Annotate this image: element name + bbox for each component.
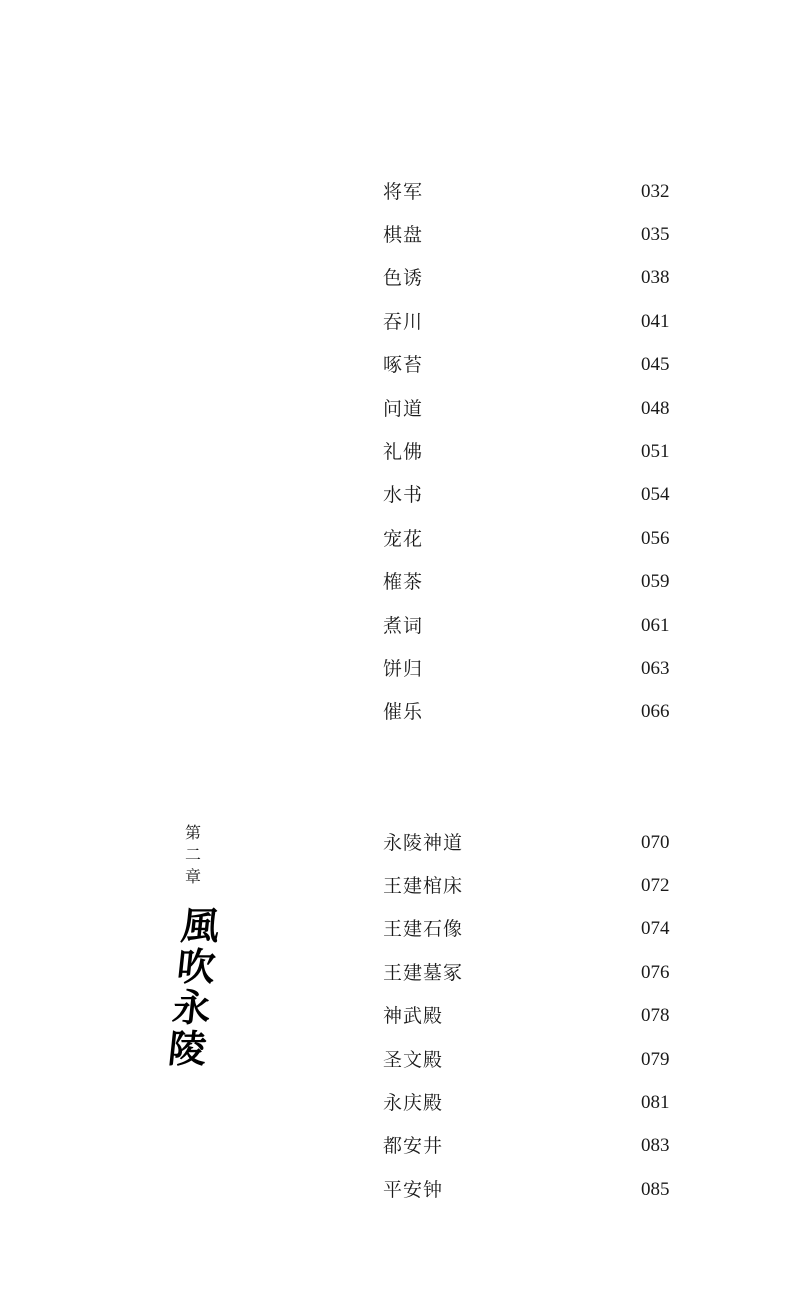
toc-entry-page-number: 051 xyxy=(641,441,670,463)
toc-entry-page-number: 085 xyxy=(641,1178,670,1200)
toc-entry-title: 都安井 xyxy=(383,1135,444,1158)
toc-entry-page-number: 070 xyxy=(641,831,670,853)
toc-entry-page-number: 076 xyxy=(641,961,670,983)
toc-entry-title: 礼佛 xyxy=(383,441,424,464)
chapter-title-char: 吹 xyxy=(174,944,218,989)
toc-entry[interactable] xyxy=(383,1081,673,1124)
toc-entry-title: 色诱 xyxy=(383,267,424,290)
toc-entry-title: 催乐 xyxy=(383,701,424,724)
toc-entry[interactable] xyxy=(383,387,673,430)
toc-entry-title: 永庆殿 xyxy=(383,1092,444,1115)
toc-entry-title: 榷茶 xyxy=(383,571,424,594)
toc-entry[interactable] xyxy=(383,517,673,560)
chapter-label-char: 二 xyxy=(184,845,201,864)
toc-entry-page-number: 063 xyxy=(641,657,670,679)
toc-entry-page-number: 079 xyxy=(641,1048,670,1070)
toc-entry-page-number: 056 xyxy=(641,527,670,549)
chapter-title-char: 陵 xyxy=(166,1026,209,1071)
toc-entry[interactable] xyxy=(383,1168,673,1211)
toc-entry[interactable] xyxy=(383,691,673,734)
toc-entry-title: 王建石像 xyxy=(383,918,464,941)
chapter-label-char: 章 xyxy=(184,867,201,886)
toc-entry[interactable] xyxy=(383,995,673,1038)
toc-entry-title: 棋盘 xyxy=(383,224,424,247)
toc-entry[interactable] xyxy=(383,300,673,343)
toc-entry-title: 神武殿 xyxy=(383,1005,444,1028)
toc-entry-page-number: 032 xyxy=(641,180,670,202)
toc-entry-page-number: 041 xyxy=(641,310,670,332)
toc-entry[interactable] xyxy=(383,647,673,690)
toc-entry[interactable] xyxy=(383,908,673,951)
toc-entry-page-number: 074 xyxy=(641,918,670,940)
toc-entry-page-number: 035 xyxy=(641,224,670,246)
toc-entry-page-number: 078 xyxy=(641,1005,670,1027)
toc-entry-page-number: 059 xyxy=(641,571,670,593)
toc-entry-page-number: 061 xyxy=(641,614,670,636)
toc-entry[interactable] xyxy=(383,1125,673,1168)
toc-entry-title: 煮词 xyxy=(383,614,424,637)
toc-entry-page-number: 054 xyxy=(641,484,670,506)
toc-entry[interactable] xyxy=(383,604,673,647)
toc-entry-page-number: 066 xyxy=(641,701,670,723)
toc-entry-title: 啄苔 xyxy=(383,354,424,377)
chapter-number-label xyxy=(181,822,205,888)
chapter-title-char: 永 xyxy=(170,985,214,1030)
toc-list-first xyxy=(383,170,673,734)
toc-entry-page-number: 083 xyxy=(641,1135,670,1157)
toc-entry-title: 问道 xyxy=(383,397,424,420)
toc-entry[interactable] xyxy=(383,821,673,864)
toc-entry-title: 王建棺床 xyxy=(383,875,464,898)
chapter-title-calligraphy xyxy=(159,905,228,1069)
toc-entry[interactable] xyxy=(383,561,673,604)
toc-entry-page-number: 045 xyxy=(641,354,670,376)
toc-entry[interactable] xyxy=(383,474,673,517)
toc-entry[interactable] xyxy=(383,951,673,994)
toc-entry[interactable] xyxy=(383,864,673,907)
toc-entry-page-number: 048 xyxy=(641,397,670,419)
toc-entry[interactable] xyxy=(383,1038,673,1081)
toc-entry-title: 饼归 xyxy=(383,657,424,680)
toc-entry-page-number: 072 xyxy=(641,875,670,897)
chapter-title-char: 風 xyxy=(179,903,222,948)
toc-entry-title: 吞川 xyxy=(383,310,424,333)
toc-entry-title: 将军 xyxy=(383,180,424,203)
toc-entry[interactable] xyxy=(383,430,673,473)
toc-entry-page-number: 081 xyxy=(641,1092,670,1114)
toc-entry-title: 平安钟 xyxy=(383,1178,444,1201)
toc-entry[interactable] xyxy=(383,170,673,213)
toc-entry[interactable] xyxy=(383,257,673,300)
toc-list-second xyxy=(383,821,673,1212)
chapter-label-char: 第 xyxy=(184,823,201,842)
toc-entry[interactable] xyxy=(383,344,673,387)
toc-entry[interactable] xyxy=(383,213,673,256)
toc-entry-title: 水书 xyxy=(383,484,424,507)
toc-entry-title: 圣文殿 xyxy=(383,1048,444,1071)
toc-entry-page-number: 038 xyxy=(641,267,670,289)
toc-entry-title: 王建墓冢 xyxy=(383,961,464,984)
toc-entry-title: 宠花 xyxy=(383,527,424,550)
toc-entry-title: 永陵神道 xyxy=(383,831,464,854)
